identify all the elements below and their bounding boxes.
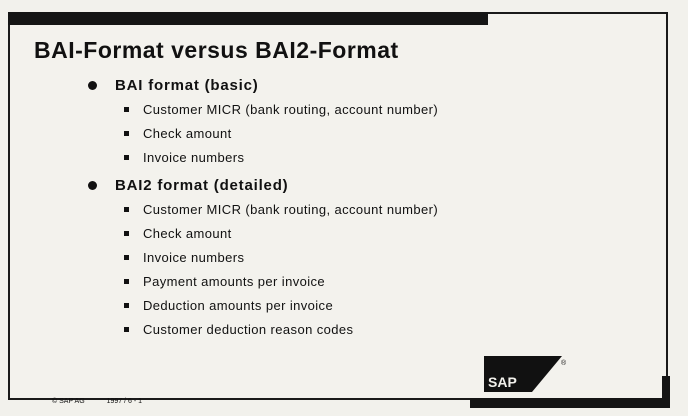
list-item bbox=[124, 145, 438, 169]
section-bai2-detailed bbox=[88, 173, 438, 341]
list-item-text: Customer MICR (bank routing, account number) bbox=[143, 101, 439, 117]
slide-footer bbox=[52, 398, 142, 405]
round-bullet-icon bbox=[88, 181, 97, 190]
slide-code: 1997 / 6 - 1 bbox=[106, 398, 143, 405]
list-item-text: Invoice numbers bbox=[143, 249, 245, 265]
square-bullet-icon bbox=[124, 231, 129, 236]
square-bullet-icon bbox=[124, 131, 129, 136]
list-item-text: Deduction amounts per invoice bbox=[143, 297, 334, 313]
list-item bbox=[124, 269, 438, 293]
square-bullet-icon bbox=[124, 255, 129, 260]
list-item-text: Check amount bbox=[143, 125, 232, 141]
list-item bbox=[124, 97, 438, 121]
list-item bbox=[124, 317, 438, 341]
list-item-text: Check amount bbox=[143, 225, 232, 241]
square-bullet-icon bbox=[124, 279, 129, 284]
registered-mark: ® bbox=[561, 360, 567, 367]
right-decorative-bar bbox=[662, 376, 670, 408]
list-item bbox=[124, 293, 438, 317]
section-heading-text: BAI format (basic) bbox=[115, 76, 259, 94]
list-item-text: Invoice numbers bbox=[143, 149, 245, 165]
bullet-list bbox=[88, 97, 438, 169]
square-bullet-icon bbox=[124, 155, 129, 160]
list-item-text: Customer MICR (bank routing, account number) bbox=[143, 201, 439, 217]
section-heading bbox=[88, 173, 438, 197]
section-bai-basic bbox=[88, 73, 438, 169]
list-item bbox=[124, 245, 438, 269]
round-bullet-icon bbox=[88, 81, 97, 90]
list-item bbox=[124, 197, 438, 221]
square-bullet-icon bbox=[124, 327, 129, 332]
sap-logo bbox=[484, 356, 568, 392]
list-item bbox=[124, 221, 438, 245]
square-bullet-icon bbox=[124, 207, 129, 212]
section-items-container bbox=[88, 197, 438, 341]
bottom-decorative-bar bbox=[470, 398, 668, 408]
list-item bbox=[124, 121, 438, 145]
section-items-container bbox=[88, 97, 438, 169]
bullet-list bbox=[88, 197, 438, 341]
section-heading-text: BAI2 format (detailed) bbox=[115, 176, 289, 194]
slide-title: BAI-Format versus BAI2-Format bbox=[34, 37, 399, 63]
list-item-text: Payment amounts per invoice bbox=[143, 273, 326, 289]
list-item-text: Customer deduction reason codes bbox=[143, 321, 354, 337]
top-decorative-bar bbox=[8, 12, 488, 25]
sap-logo-text: SAP bbox=[488, 374, 517, 390]
square-bullet-icon bbox=[124, 107, 129, 112]
square-bullet-icon bbox=[124, 303, 129, 308]
copyright-text: © SAP AG bbox=[52, 398, 85, 405]
section-heading bbox=[88, 73, 438, 97]
